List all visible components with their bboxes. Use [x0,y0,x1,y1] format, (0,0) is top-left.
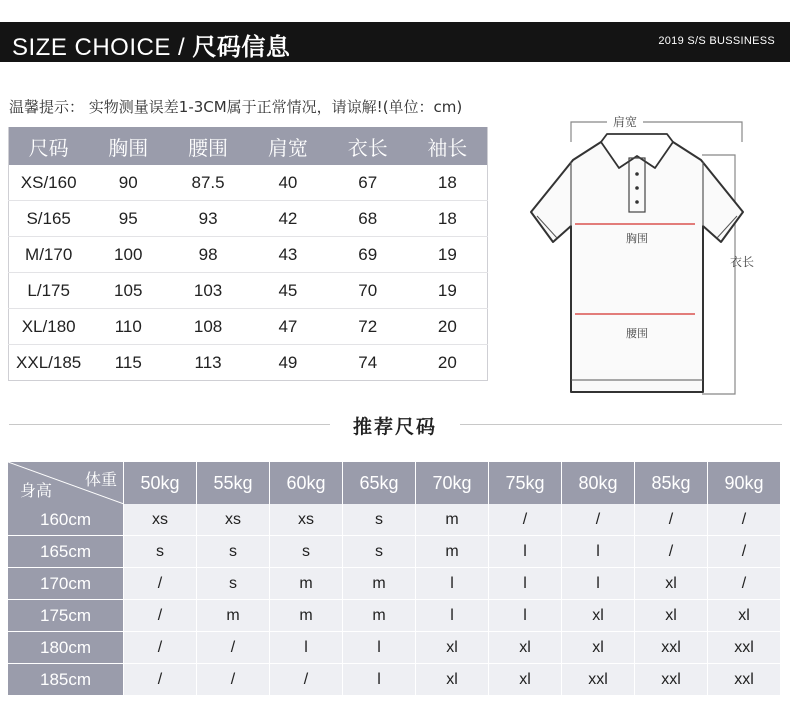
size-value-cell: 67 [328,165,408,201]
recommended-size-cell: xl [562,600,635,632]
recommended-size-cell: s [343,504,416,536]
recommended-size-cell: s [197,536,270,568]
size-value-cell: 93 [168,201,248,237]
recommended-size-cell: l [562,568,635,600]
recommended-size-cell: l [343,664,416,696]
size-table [8,127,488,381]
recommended-size-cell: / [270,664,343,696]
size-table-row [9,165,488,201]
size-value-cell: 49 [248,345,328,381]
divider-left [9,424,330,425]
recommended-size-cell: / [124,632,197,664]
recommended-size-cell: / [124,600,197,632]
divider-right [460,424,782,425]
recommend-row [8,632,781,664]
size-header-cell: 肩宽 [248,127,328,165]
recommended-size-cell: xxl [562,664,635,696]
recommend-row [8,536,781,568]
recommended-size-cell: / [562,504,635,536]
size-value-cell: 47 [248,309,328,345]
size-header-cell: 胸围 [88,127,168,165]
size-value-cell: 105 [88,273,168,309]
recommended-size-cell: / [124,664,197,696]
height-header-cell: 185cm [8,664,124,696]
length-label: 衣长 [729,255,755,269]
corner-weight-label: 体重 [84,470,117,489]
recommended-size-cell: / [635,504,708,536]
height-header-cell: 160cm [8,504,124,536]
corner-height-label: 身高 [20,481,53,500]
recommended-size-cell: / [489,504,562,536]
weight-header-cell: 50kg [124,462,197,504]
size-value-cell: 90 [88,165,168,201]
recommended-size-cell: xl [489,632,562,664]
size-value-cell: 69 [328,237,408,273]
size-value-cell: 110 [88,309,168,345]
shoulder-width-label: 肩宽 [612,115,638,129]
recommended-size-cell: / [124,568,197,600]
recommended-size-cell: m [416,504,489,536]
recommended-size-cell: / [708,536,781,568]
button [635,186,639,190]
recommended-size-cell: xs [124,504,197,536]
size-label-cell: XS/160 [9,165,89,201]
recommended-size-cell: xxl [635,632,708,664]
recommend-row [8,568,781,600]
size-table-row [9,201,488,237]
size-table-row [9,273,488,309]
size-value-cell: 103 [168,273,248,309]
recommended-size-cell: / [197,632,270,664]
title-chinese: 尺码信息 [192,33,291,61]
recommended-size-cell: xs [270,504,343,536]
recommended-size-cell: / [197,664,270,696]
size-value-cell: 108 [168,309,248,345]
recommended-size-cell: l [416,600,489,632]
size-value-cell: 72 [328,309,408,345]
recommended-size-cell: xl [489,664,562,696]
recommended-size-cell: s [270,536,343,568]
size-header-cell: 腰围 [168,127,248,165]
recommended-size-cell: l [562,536,635,568]
recommended-size-cell: xs [197,504,270,536]
recommended-size-cell: s [124,536,197,568]
weight-header-cell: 70kg [416,462,489,504]
height-header-cell: 175cm [8,600,124,632]
page-header [0,22,790,62]
size-value-cell: 87.5 [168,165,248,201]
recommended-size-cell: xxl [708,664,781,696]
recommended-size-cell: xl [635,568,708,600]
recommend-table [8,462,781,696]
recommended-size-cell: m [416,536,489,568]
size-table-body [9,165,488,381]
size-table-row [9,237,488,273]
size-value-cell: 42 [248,201,328,237]
recommended-size-cell: s [343,536,416,568]
shirt-body [531,142,743,392]
recommended-size-cell: s [197,568,270,600]
size-value-cell: 113 [168,345,248,381]
recommended-size-cell: xl [635,600,708,632]
recommended-size-cell: m [343,568,416,600]
size-header-cell: 尺码 [9,127,89,165]
recommended-size-cell: m [270,600,343,632]
size-table-row [9,345,488,381]
measurement-notice: 温馨提示： 实物测量误差1-3CM属于正常情况，请谅解!(单位：cm) [9,98,463,116]
weight-header-cell: 90kg [708,462,781,504]
recommend-row [8,664,781,696]
recommended-size-cell: xl [708,600,781,632]
recommended-size-cell: l [489,600,562,632]
size-value-cell: 45 [248,273,328,309]
size-value-cell: 70 [328,273,408,309]
recommended-size-cell: xxl [708,632,781,664]
weight-header-cell: 65kg [343,462,416,504]
button [635,172,639,176]
height-header-cell: 180cm [8,632,124,664]
size-label-cell: L/175 [9,273,89,309]
recommended-size-cell: / [708,568,781,600]
weight-header-cell: 55kg [197,462,270,504]
recommend-row [8,600,781,632]
button [635,200,639,204]
recommended-size-cell: xl [416,632,489,664]
season-label: 2019 S/S BUSSINESS [658,35,775,47]
size-header-cell: 袖长 [408,127,488,165]
recommend-header-row [8,462,781,504]
recommended-size-cell: l [416,568,489,600]
shirt-diagram [525,112,787,404]
size-header-cell: 衣长 [328,127,408,165]
recommended-size-cell: m [270,568,343,600]
recommended-size-cell: m [343,600,416,632]
size-table-row [9,309,488,345]
page-title [12,27,290,62]
size-value-cell: 115 [88,345,168,381]
recommended-size-cell: xl [416,664,489,696]
recommend-title: 推荐尺码 [352,416,437,438]
recommended-size-cell: / [635,536,708,568]
size-label-cell: XL/180 [9,309,89,345]
size-value-cell: 68 [328,201,408,237]
recommended-size-cell: / [708,504,781,536]
size-value-cell: 95 [88,201,168,237]
size-value-cell: 98 [168,237,248,273]
recommend-table-body [8,504,781,696]
recommended-size-cell: l [343,632,416,664]
size-value-cell: 40 [248,165,328,201]
recommended-size-cell: xl [562,632,635,664]
size-value-cell: 20 [408,309,488,345]
size-table-header-row [9,127,488,165]
size-value-cell: 19 [408,273,488,309]
size-value-cell: 19 [408,237,488,273]
recommend-corner-cell [8,462,124,504]
weight-header-cell: 80kg [562,462,635,504]
weight-header-cell: 85kg [635,462,708,504]
height-header-cell: 170cm [8,568,124,600]
recommended-size-cell: xxl [635,664,708,696]
recommend-row [8,504,781,536]
size-label-cell: XXL/185 [9,345,89,381]
recommended-size-cell: l [489,568,562,600]
height-header-cell: 165cm [8,536,124,568]
size-label-cell: M/170 [9,237,89,273]
recommended-size-cell: m [197,600,270,632]
weight-header-cell: 75kg [489,462,562,504]
size-value-cell: 20 [408,345,488,381]
size-value-cell: 18 [408,201,488,237]
title-english: SIZE CHOICE / [12,34,193,61]
chest-label: 胸围 [626,232,648,245]
size-label-cell: S/165 [9,201,89,237]
waist-label: 腰围 [626,327,648,340]
size-value-cell: 74 [328,345,408,381]
size-value-cell: 100 [88,237,168,273]
weight-header-cell: 60kg [270,462,343,504]
size-value-cell: 18 [408,165,488,201]
size-value-cell: 43 [248,237,328,273]
recommended-size-cell: l [270,632,343,664]
recommended-size-cell: l [489,536,562,568]
shoulder-width-bracket [571,122,742,130]
